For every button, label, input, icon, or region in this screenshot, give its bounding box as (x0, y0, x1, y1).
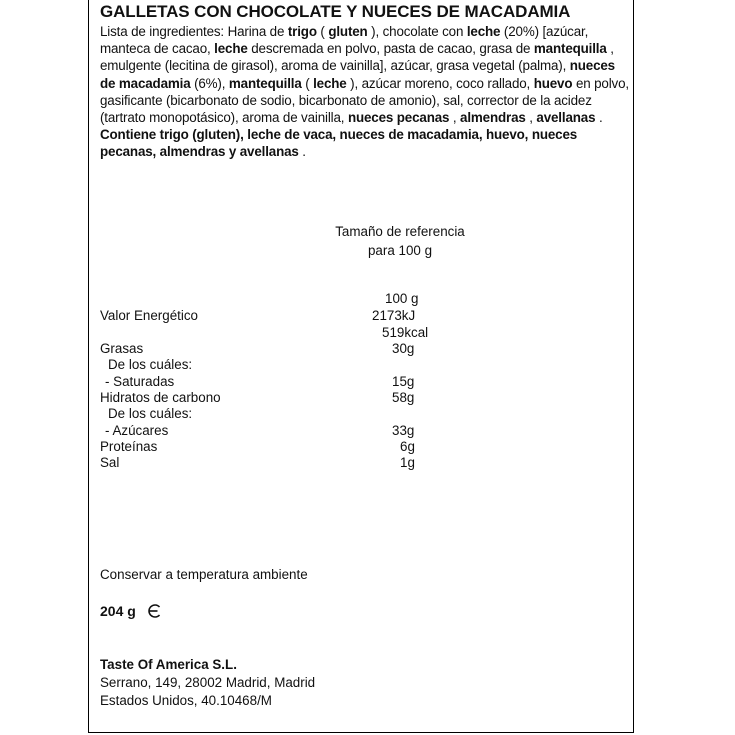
ingredient-text: ( (301, 75, 314, 91)
energy-kcal: 519kcal (382, 325, 429, 340)
energy-label: Valor Energético (100, 308, 199, 323)
allergen-term: gluten (328, 24, 368, 39)
carbs-label: Hidratos de carbono (100, 390, 221, 405)
ingredient-text: Lista de ingredientes: Harina de (100, 24, 288, 39)
of-which-label-1: De los cuáles: (108, 357, 193, 372)
ingredient-text: (6%), (190, 75, 229, 91)
ingredient-text: en polvo, gasificante (bicarbonato de sodio, bicarbonato de amonio), sal, corrector de la acidez (tartrato monopotásico), aroma de vainilla, (100, 75, 629, 126)
company-name: Taste Of America S.L. (100, 657, 237, 672)
allergen-term: almendras (460, 110, 526, 126)
sugars-label: - Azúcares (105, 423, 169, 438)
allergen-term: leche (214, 41, 248, 57)
protein-label: Proteínas (100, 439, 158, 454)
salt-value: 1g (400, 455, 415, 470)
portion-header: 100 g (385, 291, 419, 306)
protein-value: 6g (400, 439, 415, 454)
of-which-label-2: De los cuáles: (108, 406, 193, 421)
allergen-term: leche (313, 75, 347, 91)
energy-kj: 2173kJ (372, 308, 416, 323)
estimated-sign-icon (145, 603, 163, 619)
ingredients-list (100, 23, 630, 161)
ingredient-text: ), chocolate con (367, 24, 467, 39)
allergen-term: nueces de macadamia (100, 58, 615, 91)
company-country-registration: Estados Unidos, 40.10468/M (100, 693, 272, 708)
product-title: GALLETAS CON CHOCOLATE Y NUECES DE MACADAMIA (100, 2, 571, 21)
allergen-term: mantequilla (533, 41, 607, 57)
ingredient-text: . (298, 144, 306, 160)
allergen-term: avellanas (536, 110, 596, 126)
ingredient-text: ( (316, 24, 329, 39)
ingredient-text: descremada en polvo, pasta de cacao, grasa de (247, 41, 534, 57)
company-address: Serrano, 149, 28002 Madrid, Madrid (100, 675, 316, 690)
allergen-term: trigo (287, 24, 317, 39)
allergen-term: huevo (533, 75, 573, 91)
ingredient-text: , (449, 110, 461, 126)
saturated-label: - Saturadas (105, 374, 175, 389)
ingredient-text: . (595, 110, 603, 126)
ingredient-text: (20%) [azúcar, manteca de cacao, (100, 24, 589, 57)
allergen-term: nueces pecanas (347, 110, 450, 126)
fat-value: 30g (392, 341, 415, 356)
reference-size-value: para 100 g (367, 243, 433, 258)
ingredient-text: ), azúcar moreno, coco rallado, (346, 75, 534, 91)
allergen-term: Contiene trigo (gluten), leche de vaca, nueces de macadamia, huevo, nueces pecanas, almendras y avellanas (100, 127, 578, 160)
allergen-term: mantequilla (228, 75, 302, 91)
sugars-value: 33g (392, 423, 415, 438)
ingredient-text: , (525, 110, 537, 126)
saturated-value: 15g (392, 374, 415, 389)
salt-label: Sal (100, 455, 120, 470)
net-weight: 204 g (100, 603, 136, 619)
carbs-value: 58g (392, 390, 415, 405)
fat-label: Grasas (100, 341, 144, 356)
storage-instructions: Conservar a temperatura ambiente (100, 567, 308, 582)
allergen-term: leche (466, 24, 501, 39)
reference-size-label: Tamaño de referencia (335, 224, 465, 239)
ingredient-text: , emulgente (lecitina de girasol), aroma de vainilla], azúcar, grasa vegetal (palma), (100, 41, 614, 74)
